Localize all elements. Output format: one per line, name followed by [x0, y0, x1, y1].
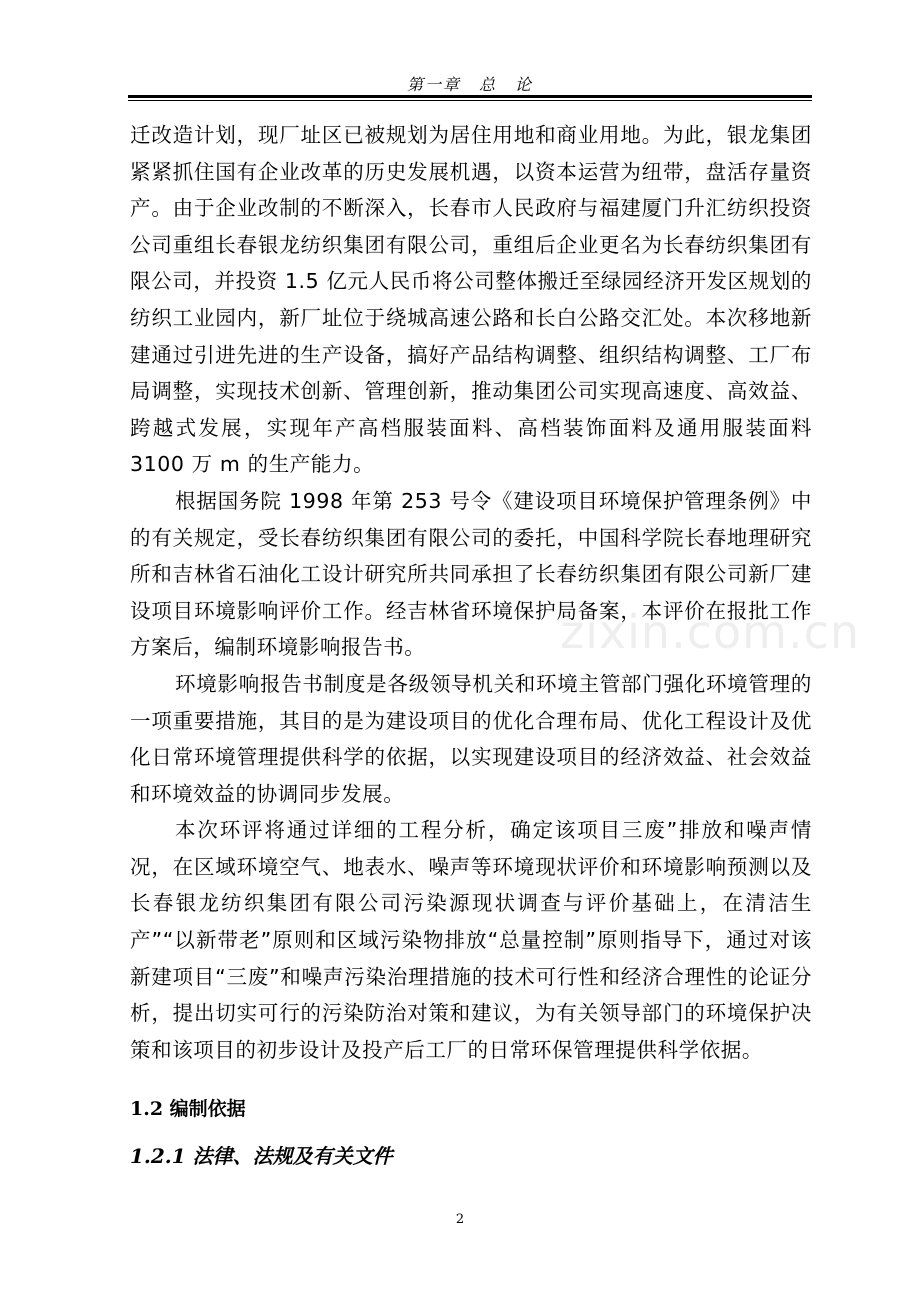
page-number: 2 — [455, 1212, 465, 1227]
running-header: 第一章 总 论 — [406, 75, 533, 94]
body-text — [130, 117, 812, 1068]
paragraph-report-system: 环境影响报告书制度是各级领导机关和环境主管部门强化环境管理的一项重要措施，其目的是为建设项目的优化合理布局、优化工程设计及优化日常环境管理提供科学的依据，以实现建设项目的经济效益、社会效益和环境效益的协调同步发展。 — [130, 671, 812, 806]
watermark: zixin.com.cn — [560, 605, 861, 659]
paragraph-continued: 迁改造计划，现厂址区已被规划为居住用地和商业用地。为此，银龙集团紧紧抓住国有企业改革的历史发展机遇，以资本运营为纽带，盘活存量资产。由于企业改制的不断深入，长春市人民政府与福建厦门升汇纺织投资公司重组长春银龙纺织集团有限公司，重组后企业更名为长春纺织集团有限公司，并投资 1.5 亿元人民币将公司整体搬迁至绿园经济开发区规划的纺织工业园内，新厂址位于绕城高速公路和长白公路交汇处。本次移地新建通过引进先进的生产设备，搞好产品结构调整、组织结构调整、工厂布局调整，实现技术创新、管理创新，推动集团公司实现高速度、高效益、跨越式发展，实现年产高档服装面料、高档装饰面料及通用服装面料 3100 万 m 的生产能力。 — [130, 123, 812, 477]
section-heading: 1.2 编制依据 — [130, 1098, 246, 1120]
header-rule-thin — [128, 100, 812, 101]
paragraph-assessment-scope: 本次环评将通过详细的工程分析，确定该项目三废”排放和噪声情况，在区域环境空气、地表水、噪声等环境现状评价和环境影响预测以及长春银龙纺织集团有限公司污染源现状调查与评价基础上，在清洁生产”“以新带老”原则和区域污染物排放“总量控制”原则指导下，通过对该新建项目“三废”和噪声污染治理措施的技术可行性和经济合理性的论证分析，提出切实可行的污染防治对策和建议，为有关领导部门的环境保护决策和该项目的初步设计及投产后工厂的日常环保管理提供科学依据。 — [130, 818, 812, 1062]
subsection-heading: 1.2.1 法律、法规及有关文件 — [130, 1144, 393, 1168]
paragraph-basis: 根据国务院 1998 年第 253 号令《建设项目环境保护管理条例》中的有关规定，受长春纺织集团有限公司的委托，中国科学院长春地理研究所和吉林省石油化工设计研究所共同承担了长春纺织集团有限公司新厂建设项目环境影响评价工作。经吉林省环境保护局备案，本评价在报批工作方案后，编制环境影响报告书。 — [130, 488, 812, 660]
header-rule-thick — [128, 95, 812, 98]
